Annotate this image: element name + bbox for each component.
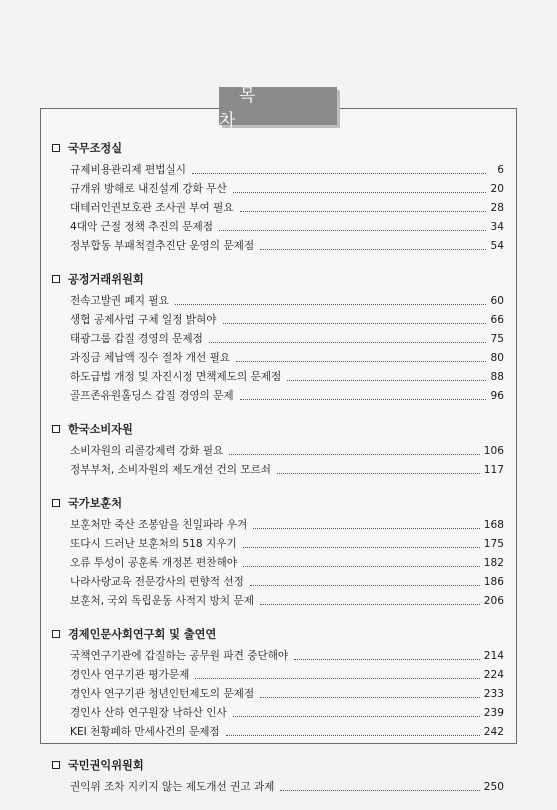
entry-title: 오류 투성이 공훈록 개정본 편찬해야 [70,557,237,569]
entry-title: 소비자원의 리콜강제력 강화 필요 [70,445,224,457]
entry-title: 정부부처, 소비자원의 제도개선 건의 모르쇠 [70,464,272,476]
toc-entry[interactable] [52,532,504,551]
toc-entry[interactable] [52,701,504,720]
section-header [52,138,504,157]
toc-section [52,624,504,739]
dot-leader [243,547,480,548]
table-of-contents [52,138,504,810]
entry-title: KEI 천황폐하 만세사건의 문제점 [70,726,220,738]
toc-entry[interactable] [52,663,504,682]
section-header [52,755,504,774]
entry-page-number: 117 [483,464,504,476]
entry-page-number: 182 [483,557,504,569]
section-header [52,493,504,512]
dot-leader [260,604,480,605]
toc-entry[interactable] [52,289,504,308]
entry-page-number: 34 [490,221,504,233]
entry-title: 4대악 근절 정책 추진의 문제점 [70,221,214,233]
entry-page-number: 242 [483,726,504,738]
entry-page-number: 54 [490,240,504,252]
toc-entry[interactable] [52,570,504,589]
entry-title: 대테러인권보호관 조사권 부여 필요 [70,202,234,214]
section-heading: 공정거래위원회 [68,272,144,286]
toc-section [52,269,504,403]
entry-page-number: 224 [483,669,504,681]
dot-leader [277,473,480,474]
checkbox-icon [52,499,60,507]
entry-page-number: 250 [483,781,504,793]
entry-page-number: 80 [490,352,504,364]
checkbox-icon [52,761,60,769]
section-header [52,269,504,288]
entry-title: 권익위 조차 지키지 않는 제도개선 권고 과제 [70,781,275,793]
entry-title: 보훈처만 죽산 조봉암을 친일파라 우겨 [70,519,248,531]
dot-leader [260,697,480,698]
entry-page-number: 75 [490,333,504,345]
toc-entry[interactable] [52,365,504,384]
dot-leader [229,454,479,455]
toc-entry[interactable] [52,384,504,403]
checkbox-icon [52,425,60,433]
entry-page-number: 88 [490,371,504,383]
entry-title: 규개위 방해로 내진설계 강화 무산 [70,183,227,195]
dot-leader [175,304,486,305]
entry-title: 경인사 연구기관 청년인턴제도의 문제점 [70,688,255,700]
dot-leader [243,566,480,567]
section-header [52,624,504,643]
entry-page-number: 206 [483,595,504,607]
dot-leader [253,528,480,529]
toc-entry[interactable] [52,346,504,365]
toc-entry[interactable] [52,158,504,177]
toc-entry[interactable] [52,327,504,346]
toc-entry[interactable] [52,682,504,701]
dot-leader [240,399,486,400]
entry-title: 하도급법 개정 및 자진시정 면책제도의 문제점 [70,371,282,383]
page-title: 목 차 [219,86,276,131]
section-heading: 한국소비자원 [68,422,133,436]
entry-title: 전속고발권 폐지 필요 [70,295,169,307]
toc-title-box [219,86,337,131]
entry-title: 경인사 산하 연구원장 낙하산 인사 [70,707,227,719]
dot-leader [294,659,480,660]
entry-page-number: 168 [483,519,504,531]
entry-page-number: 6 [497,164,504,176]
entry-page-number: 175 [483,538,504,550]
entry-page-number: 60 [490,295,504,307]
toc-entry[interactable] [52,458,504,477]
entry-page-number: 106 [483,445,504,457]
toc-entry[interactable] [52,644,504,663]
entry-page-number: 214 [483,650,504,662]
entry-title: 또다시 드러난 보훈처의 518 지우기 [70,538,237,550]
checkbox-icon [52,144,60,152]
entry-title: 태광그룹 갑질 경영의 문제점 [70,333,203,345]
dot-leader [250,585,480,586]
entry-title: 생협 공제사업 구체 일정 밝혀야 [70,314,217,326]
entry-page-number: 20 [490,183,504,195]
entry-title: 나라사랑교육 전문강사의 편향적 선정 [70,576,244,588]
toc-entry[interactable] [52,551,504,570]
entry-title: 국책연구기관에 갑질하는 공무원 파견 중단해야 [70,650,289,662]
dot-leader [223,323,486,324]
entry-title: 규제비용관리제 편법실시 [70,164,186,176]
toc-entry[interactable] [52,234,504,253]
dot-leader [260,249,486,250]
toc-entry[interactable] [52,196,504,215]
dot-leader [233,716,480,717]
toc-entry[interactable] [52,589,504,608]
entry-page-number: 66 [490,314,504,326]
dot-leader [287,380,486,381]
dot-leader [236,361,486,362]
toc-section [52,419,504,477]
section-heading: 경제인문사회연구회 및 출연연 [68,627,217,641]
section-heading: 국민권익위원회 [68,758,144,772]
toc-entry[interactable] [52,513,504,532]
toc-section [52,493,504,608]
toc-section [52,755,504,794]
entry-title: 경인사 연구기관 평가문제 [70,669,190,681]
toc-entry[interactable] [52,775,504,794]
entry-title: 보훈처, 국외 독립운동 사적지 방치 문제 [70,595,254,607]
toc-entry[interactable] [52,439,504,458]
dot-leader [219,230,486,231]
toc-entry[interactable] [52,215,504,234]
entry-page-number: 233 [483,688,504,700]
entry-page-number: 28 [490,202,504,214]
entry-title: 정부합동 부패척결추진단 운영의 문제점 [70,240,255,252]
entry-page-number: 186 [483,576,504,588]
dot-leader [280,790,479,791]
entry-page-number: 239 [483,707,504,719]
dot-leader [233,192,486,193]
toc-section [52,138,504,253]
toc-entry[interactable] [52,308,504,327]
entry-title: 골프존유원홀딩스 갑질 경영의 문제 [70,390,234,402]
dot-leader [192,173,486,174]
section-heading: 국무조정실 [68,141,123,155]
checkbox-icon [52,630,60,638]
toc-entry[interactable] [52,720,504,739]
dot-leader [209,342,486,343]
toc-entry[interactable] [52,177,504,196]
dot-leader [240,211,486,212]
entry-title: 과징금 체납액 징수 절차 개선 필요 [70,352,231,364]
dot-leader [226,735,480,736]
section-header [52,419,504,438]
checkbox-icon [52,275,60,283]
entry-page-number: 96 [490,390,504,402]
dot-leader [195,678,479,679]
section-heading: 국가보훈처 [68,496,123,510]
